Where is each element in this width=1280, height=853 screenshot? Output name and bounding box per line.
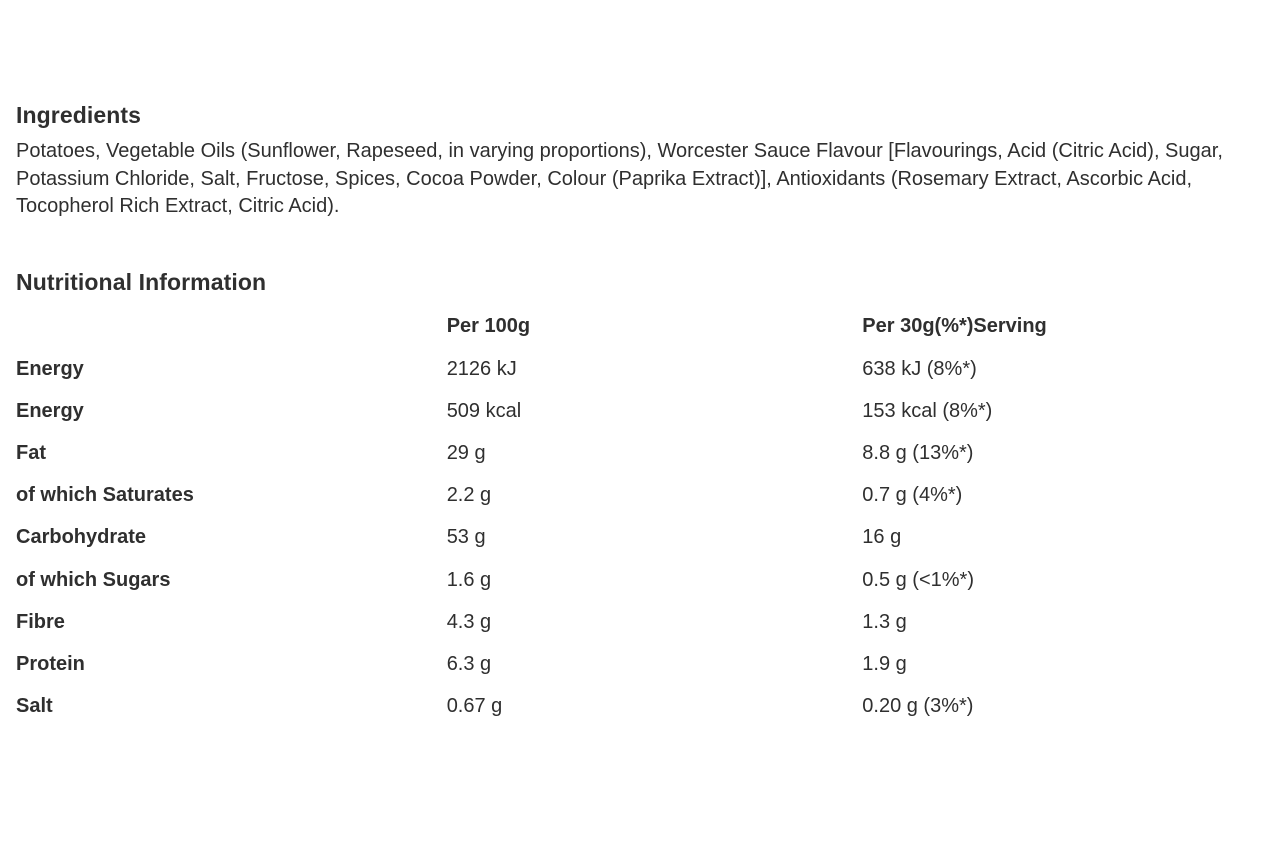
ingredients-heading: Ingredients — [16, 102, 142, 128]
value-per-100g: 53 g — [446, 526, 486, 549]
nutrition-table — [16, 304, 1272, 728]
value-per-100g: 0.67 g — [446, 695, 503, 718]
nutrient-name: of which Sugars — [16, 568, 171, 591]
value-per-100g: 1.6 g — [446, 568, 492, 591]
value-per-serving: 8.8 g (13%*) — [862, 441, 974, 464]
nutrient-name: Fat — [16, 441, 46, 464]
header-nutrient — [16, 304, 447, 348]
table-row — [16, 643, 1272, 685]
nutrient-name: Energy — [16, 399, 84, 422]
table-row — [16, 390, 1272, 432]
table-row — [16, 559, 1272, 601]
header-row — [16, 304, 1272, 348]
nutrient-name: Energy — [16, 357, 84, 380]
table-row — [16, 475, 1272, 517]
nutrition-table-header — [16, 304, 1272, 348]
table-row — [16, 348, 1272, 390]
nutrient-name: Carbohydrate — [16, 526, 147, 549]
table-row — [16, 432, 1272, 474]
table-row — [16, 601, 1272, 643]
value-per-100g: 4.3 g — [446, 610, 492, 633]
value-per-100g: 2126 kJ — [446, 357, 517, 380]
value-per-100g: 6.3 g — [446, 652, 492, 675]
nutrient-name: Fibre — [16, 610, 65, 633]
ingredients-text: Potatoes, Vegetable Oils (Sunflower, Rapeseed, in varying proportions), Worcester Sauce Flavour [Flavourings, Acid (Citric Acid), Sugar, Potassium Chloride, Salt, Fructose, Spices, Cocoa Powder, Colour (Paprika Extract)], Antioxidants (Rosemary Extract, Ascorbic Acid, Tocopherol Rich Extract, Citric Acid). — [16, 140, 1223, 217]
value-per-serving: 0.20 g (3%*) — [862, 695, 974, 718]
value-per-serving: 16 g — [862, 526, 902, 549]
value-per-serving: 153 kcal (8%*) — [862, 399, 993, 422]
value-per-serving: 0.5 g (<1%*) — [862, 568, 974, 591]
nutrition-table-body — [16, 348, 1272, 728]
header-per-serving: Per 30g(%*)Serving — [862, 314, 1047, 337]
table-row — [16, 517, 1272, 559]
value-per-100g: 2.2 g — [446, 484, 492, 507]
value-per-100g: 29 g — [446, 441, 486, 464]
header-per-100g: Per 100g — [446, 314, 531, 337]
value-per-serving: 0.7 g (4%*) — [862, 484, 963, 507]
table-row — [16, 686, 1272, 728]
nutrition-heading: Nutritional Information — [16, 269, 267, 295]
nutrient-name: of which Saturates — [16, 484, 194, 507]
value-per-100g: 509 kcal — [446, 399, 522, 422]
value-per-serving: 1.3 g — [862, 610, 907, 633]
nutrient-name: Protein — [16, 652, 85, 675]
nutrient-name: Salt — [16, 695, 53, 718]
value-per-serving: 1.9 g — [862, 652, 907, 675]
value-per-serving: 638 kJ (8%*) — [862, 357, 977, 380]
